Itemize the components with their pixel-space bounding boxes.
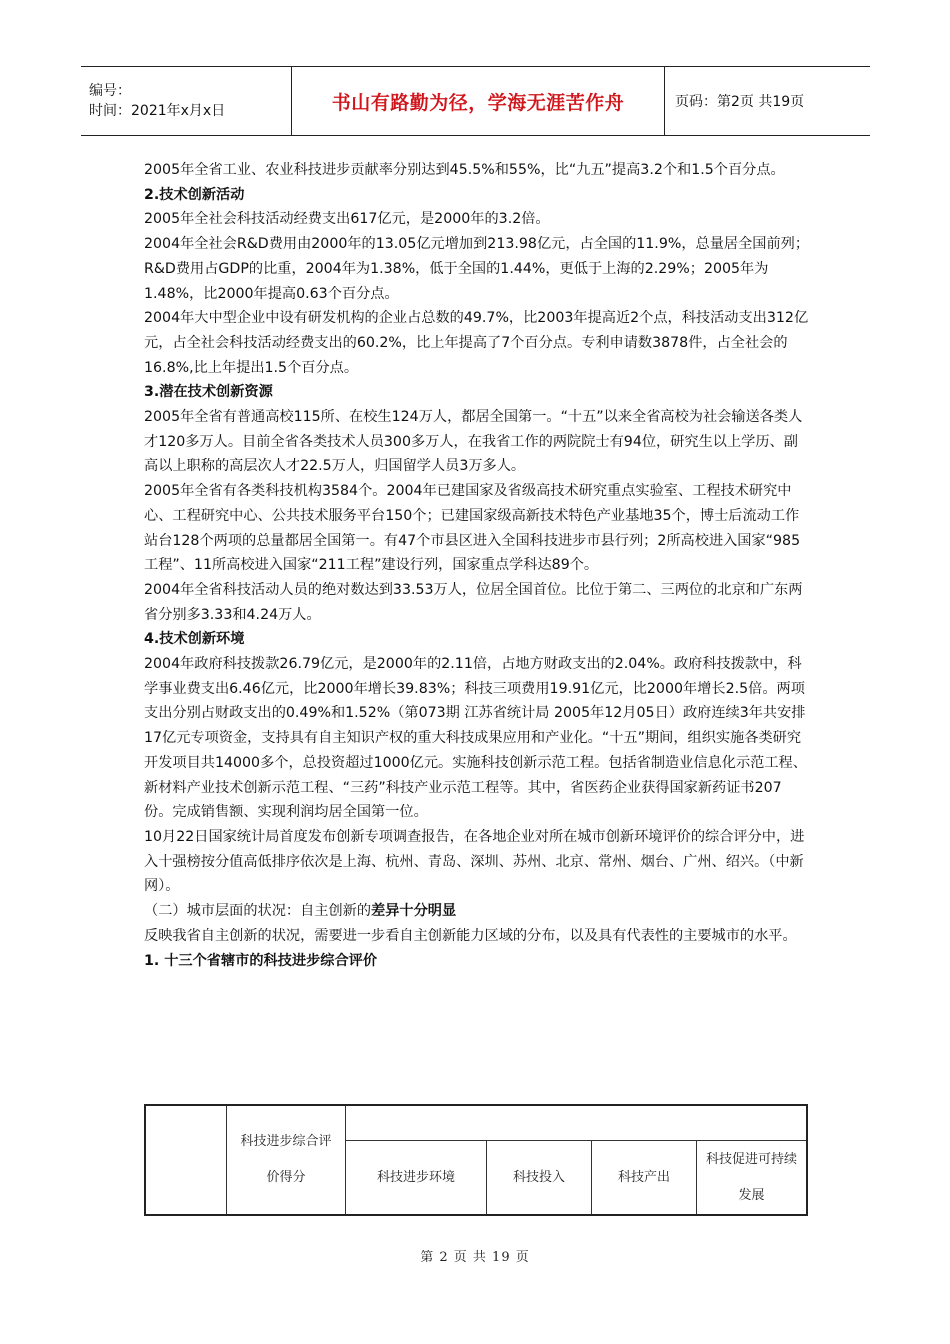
document-time-label: 时间：2021年x月x日 bbox=[89, 103, 226, 119]
section-heading: 3.潜在技术创新资源 bbox=[144, 384, 273, 401]
header-motto: 书山有路勤为径，学海无涯苦作舟 bbox=[292, 67, 665, 136]
paragraph: 2005年全省有各类科技机构3584个。2004年已建国家及省级高技术研究重点实验室、工程技术研究中心、工程研究中心、公共技术服务平台150个；已建国家级高新技术特色产业基地35个，博士后流动工作站台128个两项的总量都居全国第一。有47个市县区进入全国科技进步市县行列；2所高校进入国家“985工程”、11所高校进入国家“211工程”建设行列，国家重点学科达89个。 bbox=[144, 483, 801, 574]
evaluation-table bbox=[144, 1104, 808, 1216]
paragraph: 10月22日国家统计局首度发布创新专项调查报告，在各地企业对所在城市创新环境评价的综合评分中，进入十强榜按分值高低排序依次是上海、杭州、青岛、深圳、苏州、北京、常州、烟台、广州、绍兴。（中新网）。 bbox=[144, 828, 805, 895]
table-corner-cell bbox=[145, 1105, 227, 1215]
paragraph: 2004年政府科技拨款26.79亿元，是2000年的2.11倍，占地方财政支出的2.04%。政府科技拨款中，科学事业费支出6.46亿元，比2000年增长39.83%；科技三项费用19.91亿元，比2000年增长2.5倍。两项支出分别占财政支出的0.49%和1.52%（第073期 江苏省统计局 2005年12月05日）政府连续3年共安排17亿元专项资金，支持具有自主知识产权的重大科技成果应用和产业化。“十五”期间，组织实施各类研究开发项目共14000多个，总投资超过1000亿元。实施科技创新示范工程。包括省制造业信息化示范工程、新材料产业技术创新示范工程、“三药”科技产业示范工程等。其中，省医药企业获得国家新药证书207份。完成销售额、实现利润均居全国第一位。 bbox=[144, 656, 807, 821]
paragraph: 2005年全省有普通高校115所、在校生124万人，都居全国第一。“十五”以来全省高校为社会输送各类人才120多万人。目前全省各类技术人员300多万人，在我省工作的两院院士有94位，研究生以上学历、副高以上职称的高层次人才22.5万人，归国留学人员3万多人。 bbox=[144, 409, 803, 475]
page-header bbox=[81, 66, 870, 136]
table-header-score bbox=[227, 1105, 346, 1215]
page-footer: 第 2 页 共 19 页 bbox=[420, 1250, 530, 1265]
table-header-output: 科技产出 bbox=[592, 1141, 697, 1216]
table-header-env: 科技进步环境 bbox=[346, 1141, 487, 1216]
table-header-sustain-line1: 科技促进可持续 bbox=[705, 1151, 797, 1167]
section-heading: 2.技术创新活动 bbox=[144, 186, 245, 203]
section-heading: 4.技术创新环境 bbox=[144, 631, 245, 648]
document-number-label: 编号： bbox=[89, 83, 131, 99]
table-header-input: 科技投入 bbox=[487, 1141, 592, 1216]
subsection-heading bbox=[144, 899, 809, 924]
section-heading: 1. 十三个省辖市的科技进步综合评价 bbox=[144, 952, 378, 969]
paragraph: 反映我省自主创新的状况，需要进一步看自主创新能力区域的分布，以及具有代表性的主要城市的水平。 bbox=[144, 927, 797, 944]
table-header-score-line1: 科技进步综合评 bbox=[240, 1134, 332, 1149]
subsection-heading-emphasis: 差异十分明显 bbox=[371, 903, 457, 920]
header-meta bbox=[81, 67, 292, 136]
paragraph: 2004年全省科技活动人员的绝对数达到33.53万人，位居全国首位。比位于第二、三两位的北京和广东两省分别多3.33和4.24万人。 bbox=[144, 581, 803, 623]
header-page-number: 页码：第2页 共19页 bbox=[665, 67, 871, 136]
paragraph: 2004年大中型企业中设有研发机构的企业占总数的49.7%，比2003年提高近2个点，科技活动支出312亿元，占全社会科技活动经费支出的60.2%，比上年提高了7个百分点。专利申请数3878件，占全社会的16.8%,比上年提出1.5个百分点。 bbox=[144, 310, 809, 376]
subsection-heading-text: （二）城市层面的状况：自主创新的 bbox=[144, 903, 372, 920]
table-header-group bbox=[346, 1105, 808, 1141]
table-header-sustain bbox=[697, 1141, 808, 1216]
paragraph: 2005年全省工业、农业科技进步贡献率分别达到45.5%和55%，比“九五”提高3.2个和1.5个百分点。 bbox=[144, 162, 785, 178]
document-body bbox=[144, 158, 809, 973]
table-header-sustain-line2: 发展 bbox=[738, 1187, 765, 1203]
paragraph: 2005年全社会科技活动经费支出617亿元，是2000年的3.2倍。 bbox=[144, 211, 550, 228]
paragraph: 2004年全社会R&D费用由2000年的13.05亿元增加到213.98亿元，占全国的11.9%，总量居全国前列；R&D费用占GDP的比重，2004年为1.38%，低于全国的1.44%，更低于上海的2.29%；2005年为1.48%，比2000年提高0.63个百分点。 bbox=[144, 236, 810, 302]
table-header-score-line2: 价得分 bbox=[266, 1170, 306, 1185]
